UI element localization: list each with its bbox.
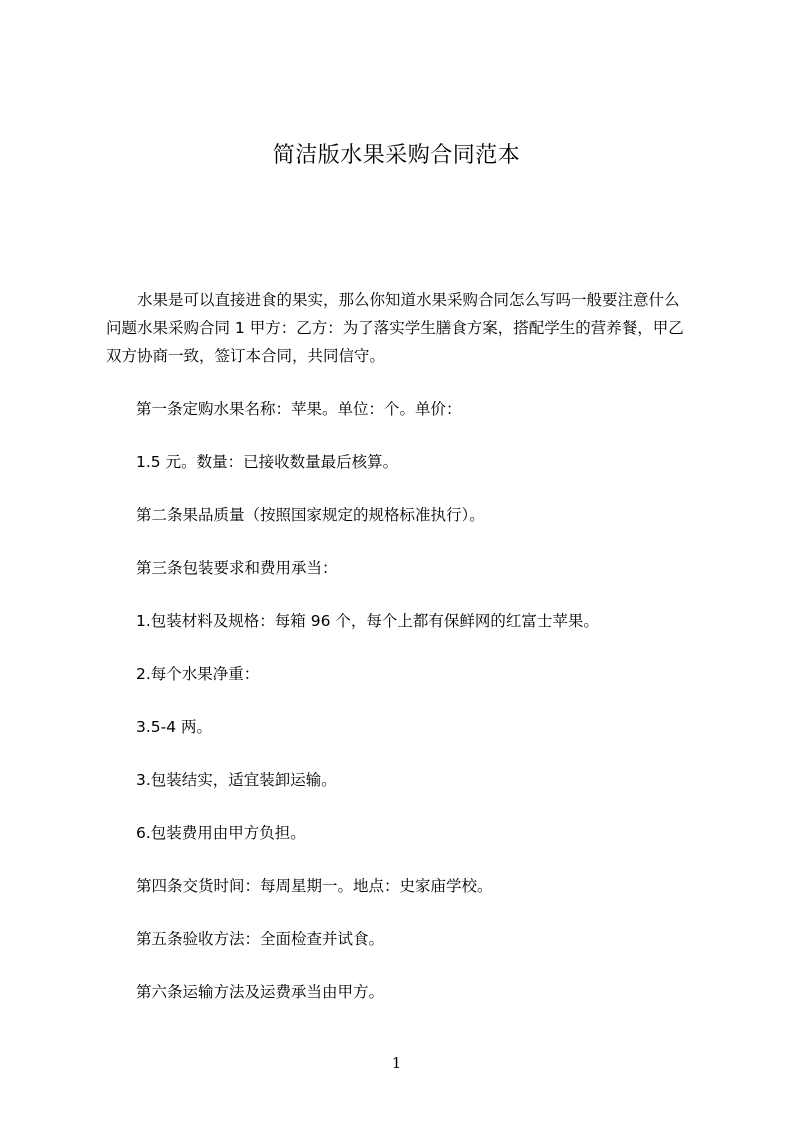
page-number: 1 bbox=[391, 1054, 402, 1072]
intro-line-2: 问题水果采购合同 1 甲方：乙方：为了落实学生膳食方案，搭配学生的营养餐，甲乙 bbox=[106, 319, 684, 337]
packaging-item-2: 2.每个水果净重： bbox=[136, 665, 260, 683]
intro-paragraph bbox=[106, 286, 700, 370]
intro-line-1: 水果是可以直接进食的果实，那么你知道水果采购合同怎么写吗一般要注意什么 bbox=[137, 291, 680, 309]
packaging-item-3: 3.包装结实，适宜装卸运输。 bbox=[136, 771, 337, 789]
intro-line-3: 双方协商一致，签订本合同，共同信守。 bbox=[106, 347, 386, 365]
clause-6-transport: 第六条运输方法及运费承当由甲方。 bbox=[136, 983, 385, 1001]
clause-4-delivery: 第四条交货时间：每周星期一。地点：史家庙学校。 bbox=[136, 877, 493, 895]
packaging-item-weight: 3.5-4 两。 bbox=[136, 718, 213, 736]
packaging-item-6: 6.包装费用由甲方负担。 bbox=[136, 824, 306, 842]
clause-5-inspection: 第五条验收方法：全面检查并试食。 bbox=[136, 930, 385, 948]
clause-3-packaging: 第三条包装要求和费用承当： bbox=[136, 559, 338, 577]
clause-2-quality: 第二条果品质量（按照国家规定的规格标准执行）。 bbox=[136, 506, 485, 524]
document-title: 简洁版水果采购合同范本 bbox=[272, 143, 521, 168]
packaging-item-1: 1.包装材料及规格：每箱 96 个，每个上都有保鲜网的红富士苹果。 bbox=[136, 612, 599, 630]
clause-1-price-quantity: 1.5 元。数量：已接收数量最后核算。 bbox=[136, 453, 399, 471]
clause-1-item-name: 第一条定购水果名称：苹果。单位：个。单价： bbox=[136, 400, 462, 418]
